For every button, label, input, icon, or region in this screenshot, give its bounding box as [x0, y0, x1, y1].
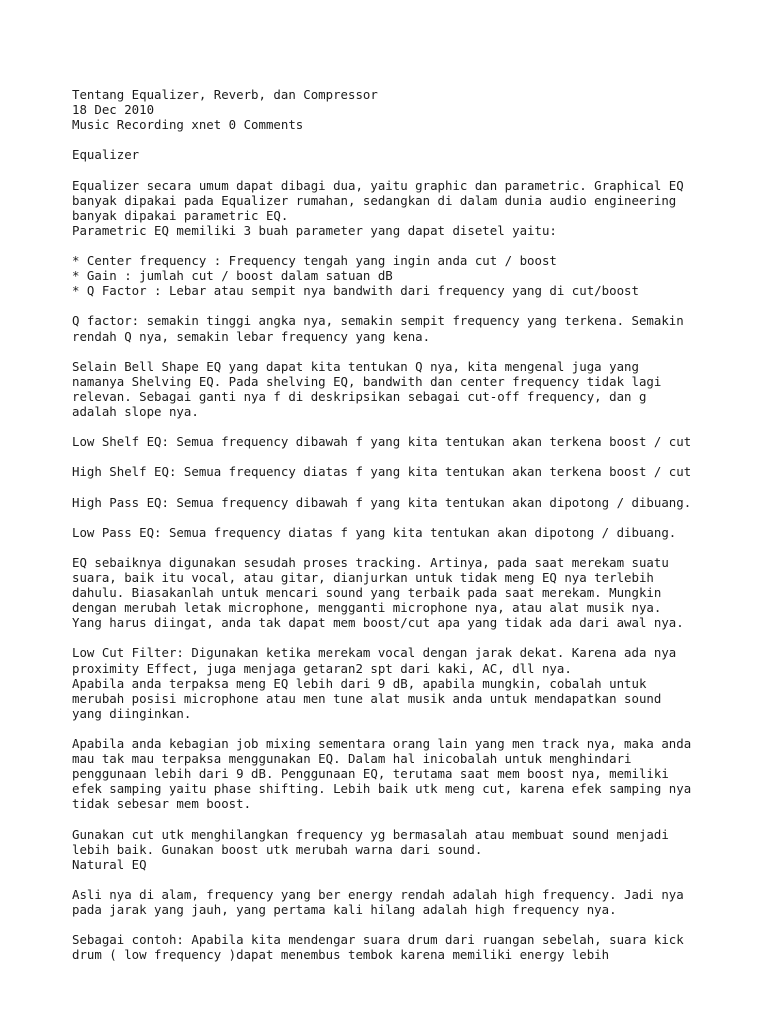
text-line: efek samping yaitu phase shifting. Lebih baik utk meng cut, karena efek samping nya: [72, 781, 692, 797]
text-line: mau tak mau terpaksa menggunakan EQ. Dalam hal inicobalah untuk menghindari: [72, 751, 632, 767]
text-line: Gunakan cut utk menghilangkan frequency yg bermasalah atau membuat sound menjadi: [72, 826, 669, 842]
text-line: dengan merubah letak microphone, mengganti microphone nya, atau alat musik nya.: [72, 600, 662, 616]
text-line: Low Shelf EQ: Semua frequency dibawah f yang kita tentukan akan terkena boost / cut: [72, 434, 692, 450]
paragraph: [72, 359, 732, 419]
text-line: Apabila anda terpaksa meng EQ lebih dari 9 dB, apabila mungkin, cobalah untuk: [72, 675, 647, 691]
text-line: drum ( low frequency )dapat menembus tembok karena memiliki energy lebih: [72, 947, 610, 963]
text-line: Low Pass EQ: Semua frequency diatas f yang kita tentukan akan dipotong / dibuang.: [72, 524, 677, 540]
paragraph: [72, 525, 732, 540]
paragraph: [72, 313, 732, 343]
text-line: Music Recording xnet 0 Comments: [72, 117, 304, 133]
paragraph: [72, 253, 732, 298]
paragraph: [72, 434, 732, 449]
text-line: proximity Effect, juga menjaga getaran2 spt dari kaki, AC, dll nya.: [72, 660, 572, 676]
text-line: Natural EQ: [72, 856, 147, 872]
text-line: tidak sebesar mem boost.: [72, 796, 252, 812]
paragraph: [72, 87, 732, 132]
text-line: Asli nya di alam, frequency yang ber energy rendah adalah high frequency. Jadi nya: [72, 886, 684, 902]
paragraph: [72, 555, 732, 630]
text-line: * Q Factor : Lebar atau sempit nya bandwith dari frequency yang di cut/boost: [72, 283, 639, 299]
text-line: lebih baik. Gunakan boost utk merubah warna dari sound.: [72, 841, 483, 857]
text-line: Apabila anda kebagian job mixing sementara orang lain yang men track nya, maka anda: [72, 736, 692, 752]
text-line: banyak dipakai pada Equalizer rumahan, sedangkan di dalam dunia audio engineering: [72, 192, 677, 208]
paragraph: [72, 827, 732, 857]
paragraph: [72, 736, 732, 811]
text-line: Equalizer: [72, 147, 140, 163]
text-line: pada jarak yang jauh, yang pertama kali hilang adalah high frequency nya.: [72, 902, 617, 918]
text-line: High Shelf EQ: Semua frequency diatas f yang kita tentukan akan terkena boost / cut: [72, 464, 692, 480]
text-line: High Pass EQ: Semua frequency dibawah f yang kita tentukan akan dipotong / dibuang.: [72, 494, 692, 510]
text-line: dahulu. Biasakanlah untuk mencari sound yang terbaik pada saat merekam. Mungkin: [72, 585, 662, 601]
text-line: Q factor: semakin tinggi angka nya, semakin sempit frequency yang terkena. Semakin: [72, 313, 684, 329]
text-line: Low Cut Filter: Digunakan ketika merekam vocal dengan jarak dekat. Karena ada nya: [72, 645, 677, 661]
text-line: Equalizer secara umum dapat dibagi dua, yaitu graphic dan parametric. Graphical EQ: [72, 177, 684, 193]
text-line: banyak dipakai parametric EQ.: [72, 207, 289, 223]
paragraph: [72, 147, 732, 162]
text-line: merubah posisi microphone atau men tune alat musik anda untuk mendapatkan sound: [72, 690, 662, 706]
document-page: [72, 87, 732, 978]
paragraph: [72, 495, 732, 510]
text-line: adalah slope nya.: [72, 403, 199, 419]
text-line: * Center frequency : Frequency tengah yang ingin anda cut / boost: [72, 253, 557, 269]
paragraph: [72, 178, 732, 223]
text-line: namanya Shelving EQ. Pada shelving EQ, bandwith dan center frequency tidak lagi: [72, 373, 662, 389]
paragraph: [72, 857, 732, 872]
text-line: yang diinginkan.: [72, 705, 192, 721]
paragraph: [72, 932, 732, 962]
text-line: Yang harus diingat, anda tak dapat mem boost/cut apa yang tidak ada dari awal nya.: [72, 615, 684, 631]
text-line: Selain Bell Shape EQ yang dapat kita tentukan Q nya, kita mengenal juga yang: [72, 358, 639, 374]
paragraph: [72, 887, 732, 917]
text-line: * Gain : jumlah cut / boost dalam satuan dB: [72, 268, 393, 284]
text-line: EQ sebaiknya digunakan sesudah proses tracking. Artinya, pada saat merekam suatu: [72, 554, 669, 570]
paragraph: [72, 645, 732, 675]
paragraph: [72, 464, 732, 479]
text-line: Sebagai contoh: Apabila kita mendengar suara drum dari ruangan sebelah, suara kick: [72, 932, 684, 948]
text-line: suara, baik itu vocal, atau gitar, dianjurkan untuk tidak meng EQ nya terlebih: [72, 570, 654, 585]
text-line: Parametric EQ memiliki 3 buah parameter yang dapat disetel yaitu:: [72, 222, 557, 238]
text-line: penggunaan lebih dari 9 dB. Penggunaan EQ, terutama saat mem boost nya, memiliki: [72, 766, 669, 782]
text-line: 18 Dec 2010: [72, 102, 155, 118]
text-line: Tentang Equalizer, Reverb, dan Compressor: [72, 87, 378, 102]
text-line: relevan. Sebagai ganti nya f di deskripsikan sebagai cut-off frequency, dan g: [72, 388, 647, 404]
paragraph: [72, 676, 732, 721]
paragraph: [72, 223, 732, 238]
text-line: rendah Q nya, semakin lebar frequency yang kena.: [72, 328, 431, 344]
